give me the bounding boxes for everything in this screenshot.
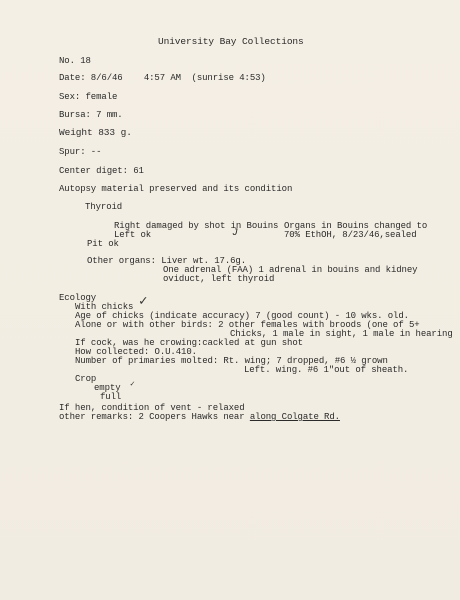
- crop-label: Crop: [75, 374, 97, 384]
- thyroid-left: Left ok: [114, 230, 152, 240]
- pit-field: Pit ok: [87, 239, 119, 249]
- other-organs-line2: One adrenal (FAA) 1 adrenal in bouins and kidney: [163, 265, 418, 275]
- thyroid-right: Right damaged by shot in Bouins: [114, 221, 279, 231]
- alone-or-with-birds-line2: Chicks, 1 male in sight, 1 male in hearing: [230, 329, 453, 339]
- autopsy-heading: Autopsy material preserved and its condition: [59, 184, 293, 194]
- other-organs-line1: Other organs: Liver wt. 17.6g.: [87, 256, 247, 266]
- how-collected: How collected: O.U.410.: [75, 347, 197, 357]
- other-remarks-place: along Colgate Rd.: [249, 412, 340, 422]
- handwritten-j-mark: J: [232, 228, 238, 239]
- organs-bouins-line1: Organs in Bouins changed to: [284, 221, 428, 231]
- sex-field: Sex: female: [59, 92, 118, 102]
- primaries-molted-line2: Left. wing. #6 1"out of sheath.: [244, 365, 409, 375]
- date-line: Date: 8/6/46 4:57 AM (sunrise 4:53): [59, 73, 266, 83]
- center-digit-field: Center diget: 61: [59, 166, 144, 176]
- crop-empty: empty: [94, 383, 121, 393]
- document-title: University Bay Collections: [158, 36, 304, 47]
- other-remarks: [59, 412, 340, 422]
- primaries-molted-line1: Number of primaries molted: Rt. wing; 7 dropped, #6 ½ grown: [75, 356, 388, 366]
- bursa-field: Bursa: 7 mm.: [59, 110, 123, 120]
- cock-crowing: If cock, was he crowing:cackled at gun shot: [75, 338, 303, 348]
- other-organs-line3: oviduct, left thyroid: [163, 274, 275, 284]
- weight-field: Weight 833 g.: [59, 127, 132, 138]
- alone-or-with-birds-line1: Alone or with other birds: 2 other females with broods (one of 5+: [75, 320, 420, 330]
- check-mark-icon: ✓: [139, 294, 148, 310]
- crop-full: full: [100, 392, 122, 402]
- ecology-heading: Ecology: [59, 293, 97, 303]
- thyroid-label: Thyroid: [85, 202, 123, 212]
- small-check-mark-icon: ✓: [130, 380, 135, 389]
- age-of-chicks: Age of chicks (indicate accuracy) 7 (good count) - 10 wks. old.: [75, 311, 409, 321]
- vent-condition: If hen, condition of vent - relaxed: [59, 403, 245, 413]
- record-number: No. 18: [59, 56, 91, 66]
- with-chicks: With chicks: [75, 302, 134, 312]
- organs-bouins-line2: 70% EthOH, 8/23/46,sealed: [284, 230, 417, 240]
- spur-field: Spur: --: [59, 147, 102, 157]
- other-remarks-text: other remarks: 2 Coopers Hawks near: [59, 412, 250, 422]
